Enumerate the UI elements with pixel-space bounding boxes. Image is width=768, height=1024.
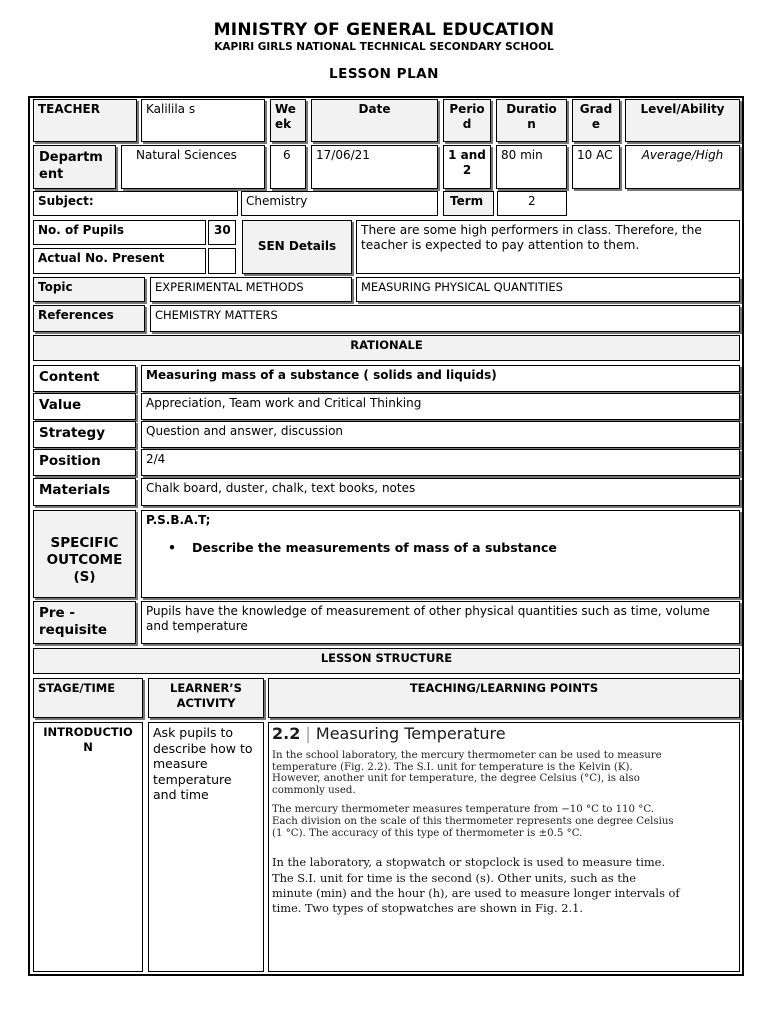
outcome-intro: P.S.B.A.T; (146, 513, 211, 527)
period-value: 1 and 2 (443, 145, 491, 189)
ministry-title: MINISTRY OF GENERAL EDUCATION (213, 20, 555, 40)
teacher-label: TEACHER (33, 99, 137, 142)
level-value: Average/High (625, 145, 740, 189)
term-value: 2 (497, 191, 567, 216)
strategy-value: Question and answer, discussion (141, 421, 740, 448)
date-value: 17/06/21 (311, 145, 438, 189)
duration-label: Duratio n (496, 99, 567, 142)
rationale-heading: RATIONALE (33, 335, 740, 361)
col-points-header: TEACHING/LEARNING POINTS (268, 678, 740, 718)
date-label: Date (311, 99, 438, 142)
content-value: Measuring mass of a substance ( solids and liquids) (141, 365, 740, 392)
position-label: Position (33, 449, 136, 476)
position-value: 2/4 (141, 449, 740, 476)
references-label: References (33, 305, 145, 332)
document-title: LESSON PLAN (329, 66, 439, 82)
subject-value: Chemistry (241, 191, 438, 216)
excerpt-paragraph-1: In the school laboratory, the mercury thermometer can be used to measure temperature (Fig. 2.2). The S.I. unit for temperature is the Kelvin (K). However, another unit for temperature, the degree Celsius (°C), is also commonly used. (272, 750, 662, 796)
excerpt-paragraph-3: In the laboratory, a stopwatch or stopclock is used to measure time. The S.I. unit for time is the second (s). Other units, such as the minute (min) and the hour (h), are used to measure longer intervals of time. Two types of stopwatches are shown in Fig. 2.1. (272, 855, 680, 916)
grade-label: Grad e (572, 99, 620, 142)
school-name: KAPIRI GIRLS NATIONAL TECHNICAL SECONDARY SCHOOL (214, 41, 554, 53)
strategy-label: Strategy (33, 421, 136, 448)
outcome-label: SPECIFIC OUTCOME (S) (33, 510, 136, 598)
week-label: We ek (270, 99, 306, 142)
value-value: Appreciation, Team work and Critical Thinking (141, 393, 740, 420)
prereq-label: Pre - requisite (33, 601, 136, 644)
col-activity-header: LEARNER’S ACTIVITY (148, 678, 264, 718)
value-label: Value (33, 393, 136, 420)
pupils-value: 30 (208, 220, 236, 245)
term-label: Term (443, 191, 494, 216)
outcome-bullet-text: Describe the measurements of mass of a substance (192, 540, 557, 555)
materials-value: Chalk board, duster, chalk, text books, notes (141, 478, 740, 506)
pupils-label: No. of Pupils (33, 220, 206, 245)
subject-label: Subject: (33, 191, 238, 216)
outcome-cell (141, 510, 740, 598)
sen-details: There are some high performers in class. Therefore, the teacher is expected to pay attention to them. (356, 220, 740, 274)
outcome-bullet (168, 540, 735, 555)
topic-label: Topic (33, 277, 145, 302)
prereq-value: Pupils have the knowledge of measurement of other physical quantities such as time, volume and temperature (141, 601, 740, 644)
excerpt-heading: 2.2 | Measuring Temperature (272, 724, 506, 743)
period-label: Perio d (443, 99, 491, 142)
textbook-excerpt (272, 724, 680, 944)
department-label: Departm ent (33, 145, 116, 189)
excerpt-paragraph-2: The mercury thermometer measures temperature from −10 °C to 110 °C. Each division on the scale of this thermometer represents one degree Celsius (1 °C). The accuracy of this type of thermometer is ±0.5 °C. (272, 804, 674, 839)
level-label: Level/Ability (625, 99, 740, 142)
duration-value: 80 min (496, 145, 567, 189)
subtopic-value: MEASURING PHYSICAL QUANTITIES (356, 277, 740, 302)
topic-value: EXPERIMENTAL METHODS (150, 277, 352, 302)
teacher-value: Kalilila s (141, 99, 265, 142)
content-label: Content (33, 365, 136, 392)
lesson-structure-heading: LESSON STRUCTURE (33, 648, 740, 674)
learner-activity: Ask pupils to describe how to measure temperature and time (148, 722, 264, 972)
department-value: Natural Sciences (121, 145, 265, 189)
present-label: Actual No. Present (33, 248, 206, 274)
week-value: 6 (270, 145, 306, 189)
sen-label: SEN Details (242, 220, 352, 274)
col-stage-header: STAGE/TIME (33, 678, 143, 718)
materials-label: Materials (33, 478, 136, 506)
grade-value: 10 AC (572, 145, 620, 189)
references-value: CHEMISTRY MATTERS (150, 305, 740, 332)
present-value (208, 248, 236, 274)
bullet-icon: • (168, 540, 176, 555)
stage-introduction: INTRODUCTIO N (33, 722, 143, 972)
